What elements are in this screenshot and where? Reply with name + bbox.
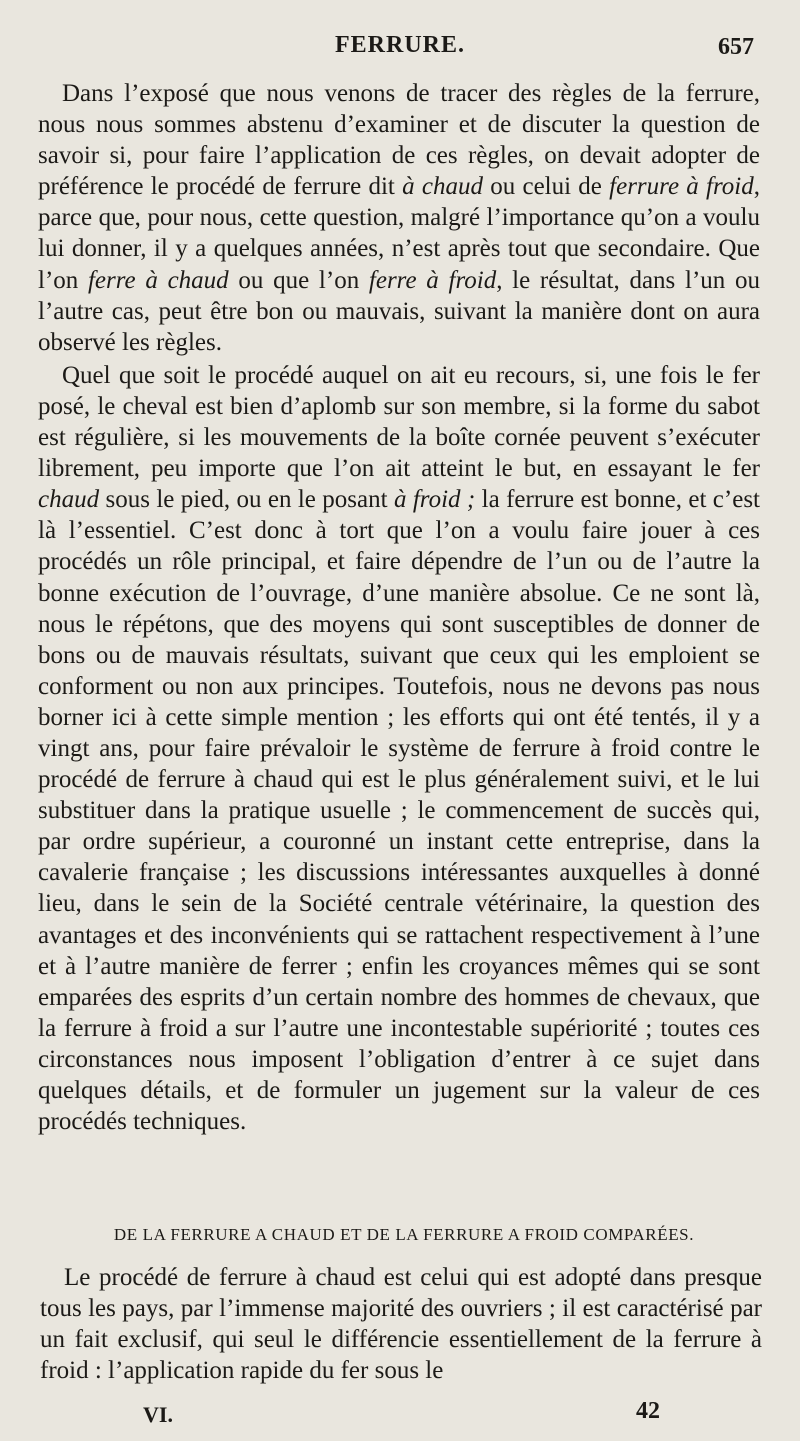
page-number: 657: [718, 34, 754, 60]
page-footer: [0, 1398, 800, 1432]
text-run: la ferrure est bonne, et c’est là l’essentiel. C’est donc à tort que l’on a voulu faire jouer à ces procédés un rôle principal, et faire dépendre de l’un ou de l’autre la bonne exécution de l’ouvrage, d’une manière absolue. Ce ne sont là, nous le répétons, que des moyens qui sont susceptibles de donner de bons ou de mauvais résultats, suivant que ceux qui les emploient se conforment ou non aux principes. Toutefois, nous ne devons pas nous borner ici à cette simple mention ; les efforts qui ont été tentés, il y a vingt ans, pour faire prévaloir le système de ferrure à froid contre le procédé de ferrure à chaud qui est le plus généralement suivi, et le lui substituer dans la pratique usuelle ; le commencement de succès qui, par ordre supérieur, a couronné un instant cette entreprise, dans la cavalerie française ; les discussions intéressantes auxquelles à donné lieu, dans le sein de la Société centrale vétérinaire, la question des avantages et des inconvénients qui se rattachent respectivement à l’une et à l’autre manière de ferrer ; enfin les croyances mêmes qui se sont emparées des esprits d’un certain nombre des hommes de chevaux, que la ferrure à froid a sur l’autre une incontestable supériorité ; toutes ces circonstances nous imposent l’obligation d’entrer à ce sujet dans quelques détails, et de formuler un jugement sur la valeur de ces procédés techniques.: [38, 486, 761, 1136]
text-run: , le résultat, dans l’un ou l’autre cas, peut être bon ou mauvais, suivant la manière dont on aura observé les règles.: [38, 266, 760, 356]
running-head: [0, 30, 800, 64]
paragraph: [38, 78, 760, 358]
sheet-number: 42: [636, 1398, 660, 1424]
page-title: FERRURE.: [335, 32, 466, 58]
italic-run: à chaud: [402, 173, 483, 201]
section-body: [40, 1262, 762, 1386]
text-run: , parce que, pour nous, cette question, malgré l’importance qu’on a voulu lui donner, il y a quelques années, n’est après tout que secondaire. Que l’on: [38, 173, 760, 294]
text-run: ou celui de: [482, 173, 610, 201]
paragraph: [38, 360, 760, 1137]
italic-run: ferrure à froid: [609, 173, 754, 201]
italic-run: à froid ;: [393, 486, 476, 514]
paragraph: Le procédé de ferrure à chaud est celui qui est adopté dans presque tous les pays, par l’immense majorité des ouvriers ; il est caractérisé par un fait exclusif, qui seul le différencie essentiellement de la ferrure à froid : l’application rapide du fer sous le: [40, 1264, 762, 1385]
italic-run: ferre à froid: [368, 266, 497, 294]
text-run: ou que l’on: [228, 266, 369, 294]
text-run: Dans l’exposé que nous venons de tracer des règles de la ferrure, nous nous sommes abstenu d’examiner et de discuter la question de savoir si, pour faire l’application de ces règles, on devait adopter de préférence le procédé de ferrure dit: [38, 80, 760, 201]
text-run: sous le pied, ou en le posant: [99, 486, 394, 514]
signature-mark: VI.: [143, 1402, 173, 1427]
italic-run: chaud: [38, 486, 100, 514]
italic-run: ferre à chaud: [87, 266, 229, 294]
section-heading: DE LA FERRURE A CHAUD ET DE LA FERRURE A FROID COMPARÉES.: [113, 1225, 695, 1244]
body-text: [38, 78, 760, 1137]
text-run: Quel que soit le procédé auquel on ait eu recours, si, une fois le fer posé, le cheval est bien d’aplomb sur son membre, si la forme du sabot est régulière, si les mouvements de la boîte cornée peuvent s’exécuter librement, peu importe que l’on ait atteint le but, en essayant le fer: [38, 361, 760, 483]
